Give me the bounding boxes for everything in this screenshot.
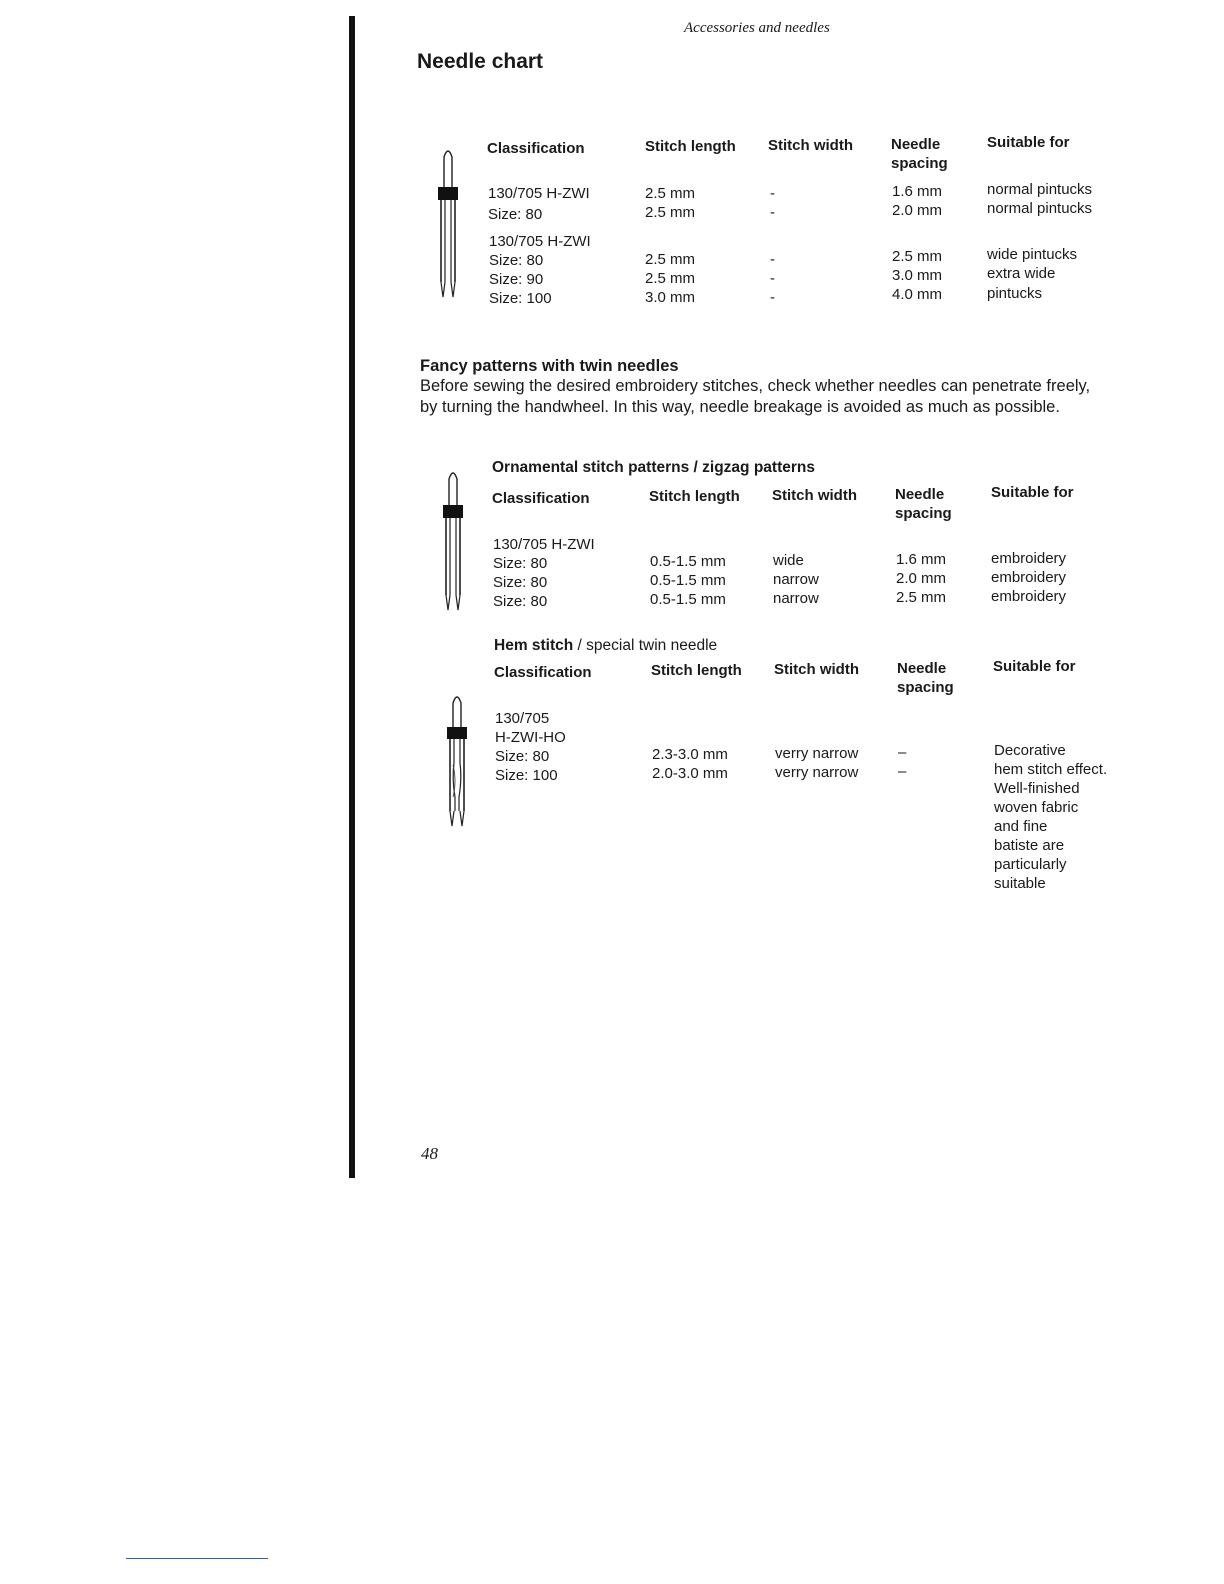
cell-stitch-width: wide (773, 552, 804, 569)
header-suitable-for: Suitable for (993, 658, 1076, 675)
page-spine-rule (349, 16, 355, 1178)
cell-classification: H-ZWI-HO (495, 729, 566, 746)
header-needle-spacing: Needle spacing (895, 486, 952, 522)
header-suitable-for: Suitable for (987, 134, 1070, 151)
header-stitch-width: Stitch width (774, 661, 859, 678)
cell-classification: 130/705 H-ZWI (488, 185, 590, 202)
cell-suitable-for: Decorative (994, 742, 1066, 759)
cell-suitable-for: wide pintucks (987, 246, 1078, 263)
cell-suitable-for: embroidery (991, 588, 1067, 605)
section-title-fancy-patterns: Fancy patterns with twin needles (420, 357, 679, 375)
cell-suitable-for: extra wide (987, 265, 1056, 282)
cell-stitch-length: 0.5-1.5 mm (650, 553, 726, 570)
cell-stitch-length: 0.5-1.5 mm (650, 591, 726, 608)
cell-suitable-for: normal pintucks (987, 200, 1093, 217)
header-stitch-width: Stitch width (768, 137, 853, 154)
footer-rule (126, 1558, 268, 1559)
intro-paragraph: Before sewing the desired embroidery stitches, check whether needles can penetrate freely, by turning the handwheel. In this way, needle breakage is avoided as much as possible. (420, 377, 1091, 416)
cell-suitable-for: embroidery (991, 550, 1067, 567)
header-stitch-width: Stitch width (772, 487, 857, 504)
hemstitch-twin-needle-icon (443, 693, 471, 829)
cell-suitable-for: suitable (994, 875, 1046, 892)
cell-stitch-width: narrow (773, 571, 819, 588)
header-classification: Classification (494, 664, 592, 681)
cell-classification: Size: 80 (493, 555, 548, 572)
cell-needle-spacing: 3.0 mm (892, 267, 943, 284)
cell-stitch-length: 2.5 mm (645, 204, 696, 221)
cell-stitch-length: 2.3-3.0 mm (652, 746, 728, 763)
cell-needle-spacing: 4.0 mm (892, 286, 943, 303)
cell-stitch-width: - (770, 270, 775, 287)
running-head: Accessories and needles (684, 20, 830, 36)
cell-stitch-width: - (770, 204, 775, 221)
cell-stitch-width: - (770, 185, 775, 202)
cell-suitable-for: normal pintucks (987, 181, 1093, 198)
cell-stitch-width: - (770, 289, 775, 306)
header-classification: Classification (492, 490, 590, 507)
cell-classification: Size: 100 (495, 767, 558, 784)
cell-suitable-for: pintucks (987, 285, 1043, 302)
twin-needle-icon (434, 147, 462, 299)
header-stitch-length: Stitch length (651, 662, 742, 679)
cell-needle-spacing: 2.5 mm (892, 248, 943, 265)
cell-classification: Size: 80 (489, 252, 544, 269)
cell-classification: 130/705 H-ZWI (489, 233, 591, 250)
cell-suitable-for: batiste are (994, 837, 1065, 854)
cell-needle-spacing: – (898, 763, 907, 780)
page-number: 48 (421, 1144, 438, 1163)
cell-classification: Size: 80 (488, 206, 543, 223)
cell-stitch-width: - (770, 251, 775, 268)
cell-suitable-for: woven fabric (994, 799, 1079, 816)
header-needle-spacing: Needle spacing (891, 136, 948, 172)
subtitle-ornamental-patterns: Ornamental stitch patterns / zigzag patterns (492, 459, 815, 476)
cell-needle-spacing: 2.5 mm (896, 589, 947, 606)
cell-needle-spacing: 1.6 mm (892, 183, 943, 200)
cell-stitch-length: 2.0-3.0 mm (652, 765, 728, 782)
cell-needle-spacing: 1.6 mm (896, 551, 947, 568)
cell-classification: Size: 80 (493, 574, 548, 591)
page-title: Needle chart (417, 50, 544, 73)
cell-stitch-length: 0.5-1.5 mm (650, 572, 726, 589)
cell-suitable-for: hem stitch effect. (994, 761, 1108, 778)
cell-stitch-length: 3.0 mm (645, 289, 696, 306)
cell-classification: Size: 90 (489, 271, 544, 288)
cell-stitch-width: verry narrow (775, 764, 859, 781)
subtitle-hem-stitch: Hem stitch / special twin needle (494, 637, 718, 654)
cell-classification: Size: 100 (489, 290, 552, 307)
cell-suitable-for: Well-finished (994, 780, 1080, 797)
cell-stitch-width: verry narrow (775, 745, 859, 762)
cell-needle-spacing: 2.0 mm (892, 202, 943, 219)
cell-classification: Size: 80 (495, 748, 550, 765)
header-suitable-for: Suitable for (991, 484, 1074, 501)
cell-needle-spacing: – (898, 744, 907, 761)
header-classification: Classification (487, 140, 585, 157)
cell-suitable-for: and fine (994, 818, 1048, 835)
cell-suitable-for: embroidery (991, 569, 1067, 586)
cell-classification: 130/705 H-ZWI (493, 536, 595, 553)
header-needle-spacing: Needle spacing (897, 660, 954, 696)
header-stitch-length: Stitch length (645, 138, 736, 155)
cell-suitable-for: particularly (994, 856, 1067, 873)
cell-needle-spacing: 2.0 mm (896, 570, 947, 587)
cell-classification: Size: 80 (493, 593, 548, 610)
twin-needle-icon (439, 469, 467, 613)
header-stitch-length: Stitch length (649, 488, 740, 505)
cell-stitch-length: 2.5 mm (645, 251, 696, 268)
cell-stitch-length: 2.5 mm (645, 185, 696, 202)
cell-stitch-width: narrow (773, 590, 819, 607)
cell-stitch-length: 2.5 mm (645, 270, 696, 287)
cell-classification: 130/705 (495, 710, 550, 727)
